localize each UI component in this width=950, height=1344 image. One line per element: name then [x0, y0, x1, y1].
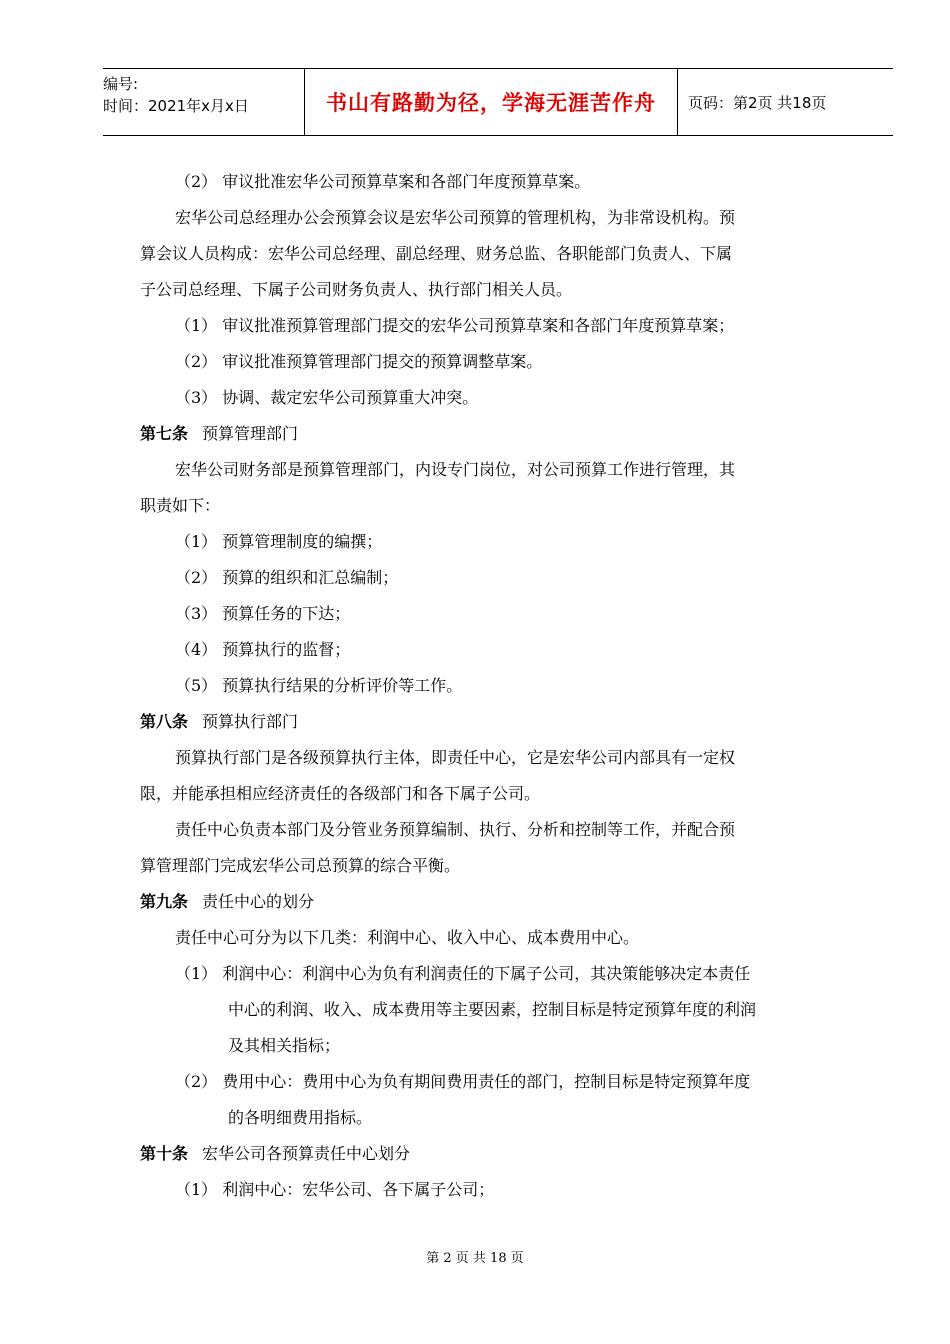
body-line: （1） 预算管理制度的编撰； [175, 532, 383, 551]
body-line: （5） 预算执行结果的分析评价等工作。 [175, 676, 463, 695]
article-heading-10 [140, 1143, 410, 1165]
body-line: （2） 审议批准宏华公司预算草案和各部门年度预算草案。 [175, 172, 591, 191]
body-line: 子公司总经理、下属子公司财务负责人、执行部门相关人员。 [140, 280, 573, 299]
body-line: 算会议人员构成：宏华公司总经理、副总经理、财务总监、各职能部门负责人、下属 [140, 244, 733, 263]
motto-text: 书山有路勤为径，学海无涯苦作舟 [326, 91, 656, 115]
header-motto [304, 69, 678, 135]
article-title: 宏华公司各预算责任中心划分 [202, 1144, 411, 1163]
body-line: 限，并能承担相应经济责任的各级部门和各下属子公司。 [140, 784, 541, 803]
article-title: 预算管理部门 [202, 424, 299, 443]
body-line: （2） 审议批准预算管理部门提交的预算调整草案。 [175, 352, 543, 371]
article-number: 第八条 [140, 712, 189, 731]
body-line: （3） 预算任务的下达； [175, 604, 351, 623]
body-line: 职责如下： [140, 496, 221, 515]
body-line: （4） 预算执行的监督； [175, 640, 351, 659]
body-line: 宏华公司总经理办公会预算会议是宏华公司预算的管理机构，为非常设机构。预 [175, 208, 736, 227]
article-number: 第七条 [140, 424, 189, 443]
number-label: 编号: [103, 75, 139, 93]
article-title: 预算执行部门 [202, 712, 299, 731]
body-line: 宏华公司财务部是预算管理部门，内设专门岗位，对公司预算工作进行管理，其 [175, 460, 736, 479]
article-heading-7 [140, 423, 298, 445]
header-page-info: 页码：第2页 共18页 [688, 93, 827, 112]
time-label: 时间：2021年x月x日 [103, 97, 249, 115]
body-line: （2） 预算的组织和汇总编制； [175, 568, 399, 587]
body-line: （1） 利润中心：宏华公司、各下属子公司； [175, 1180, 495, 1199]
article-heading-8 [140, 711, 298, 733]
header-meta [103, 69, 304, 135]
article-number: 第九条 [140, 892, 189, 911]
article-title: 责任中心的划分 [202, 892, 315, 911]
article-number: 第十条 [140, 1144, 189, 1163]
page-footer: 第 2 页 共 18 页 [426, 1251, 524, 1266]
body-line: 算管理部门完成宏华公司总预算的综合平衡。 [140, 856, 461, 875]
article-heading-9 [140, 891, 314, 913]
body-line: （2） 费用中心：费用中心为负有期间费用责任的部门，控制目标是特定预算年度 [175, 1072, 751, 1091]
body-line: （3） 协调、裁定宏华公司预算重大冲突。 [175, 388, 479, 407]
page-header [103, 68, 893, 136]
body-line: 中心的利润、收入、成本费用等主要因素，控制目标是特定预算年度的利润 [228, 1000, 757, 1019]
body-line: 的各明细费用指标。 [228, 1108, 373, 1127]
body-line: 及其相关指标； [228, 1036, 341, 1055]
body-line: （1） 审议批准预算管理部门提交的宏华公司预算草案和各部门年度预算草案； [175, 316, 735, 335]
body-line: 责任中心负责本部门及分管业务预算编制、执行、分析和控制等工作，并配合预 [175, 820, 736, 839]
body-line: 预算执行部门是各级预算执行主体，即责任中心，它是宏华公司内部具有一定权 [175, 748, 736, 767]
body-line: （1） 利润中心：利润中心为负有利润责任的下属子公司，其决策能够决定本责任 [175, 964, 751, 983]
body-line: 责任中心可分为以下几类：利润中心、收入中心、成本费用中心。 [175, 928, 640, 947]
